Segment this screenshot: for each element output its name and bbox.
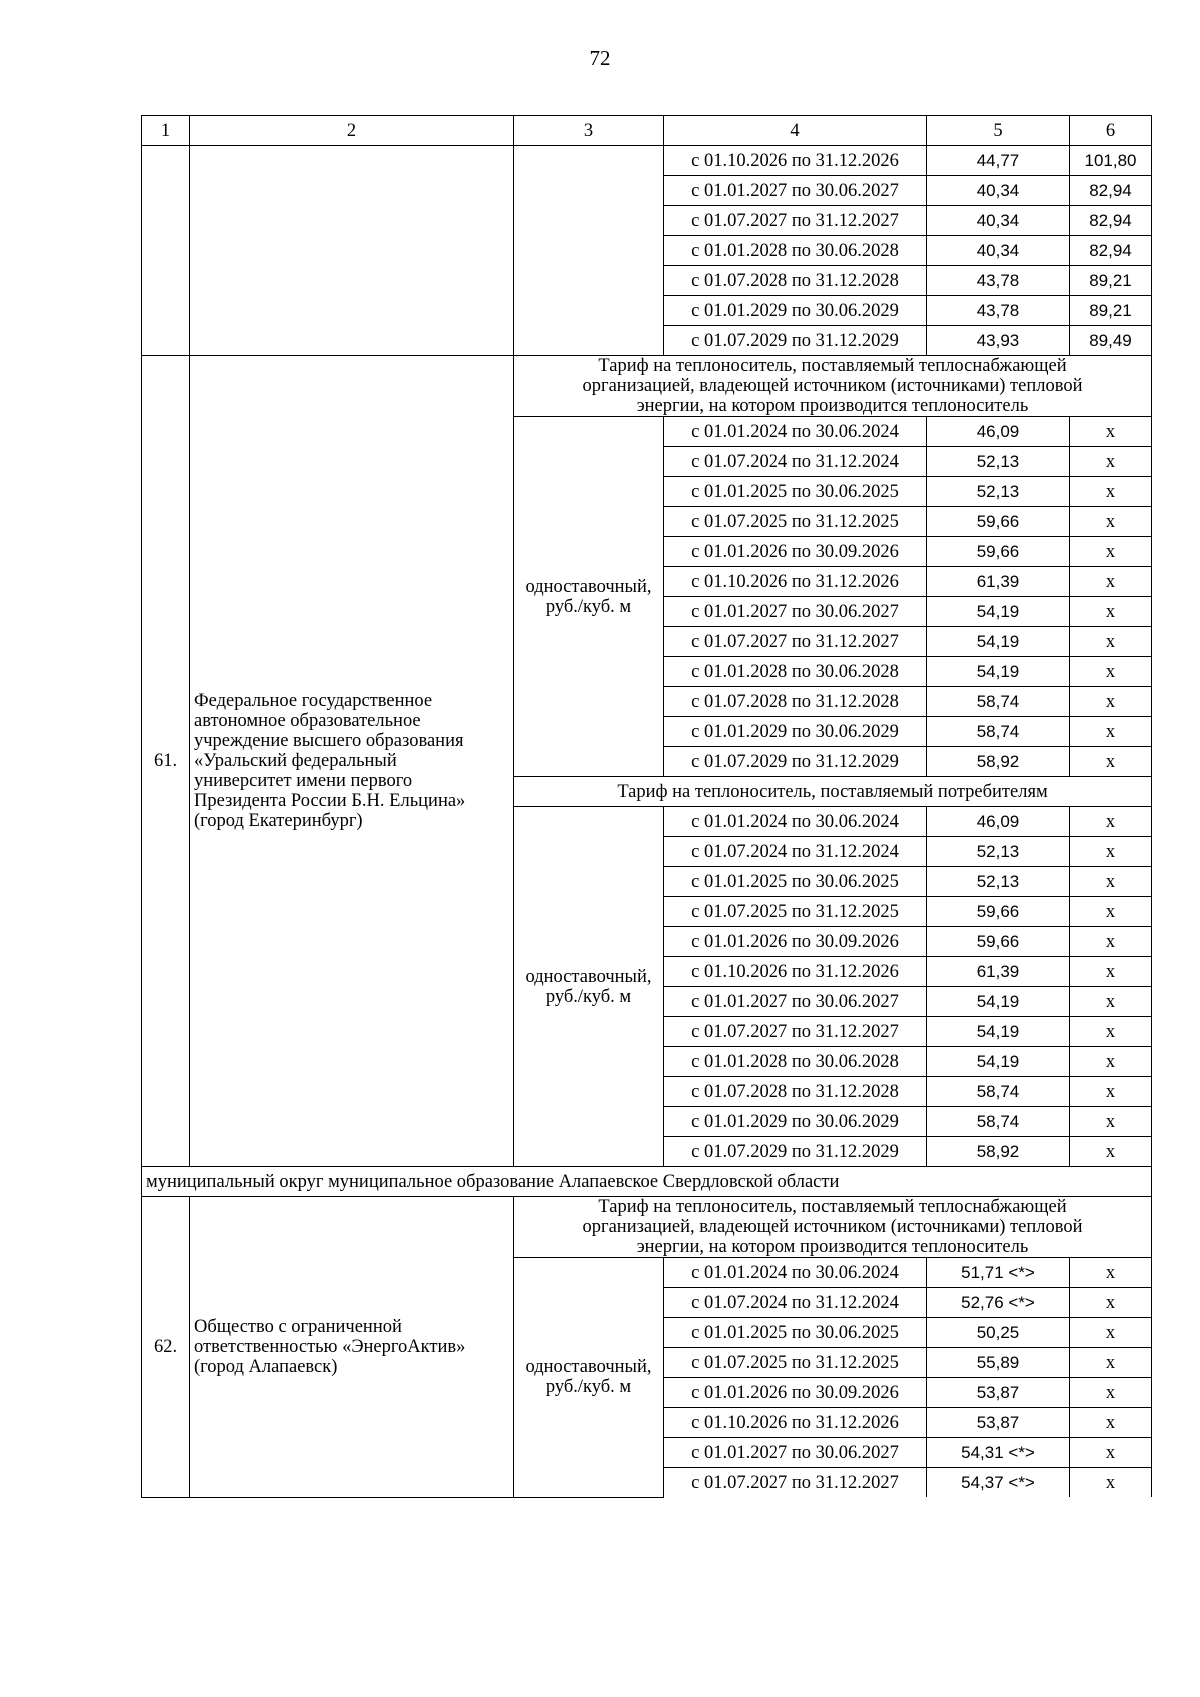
tariff-value2-cell: х [1070,507,1152,537]
section-header-row [142,1197,1152,1258]
organization-name-line: автономное образовательное [194,711,421,731]
tariff-value-cell: 50,25 [927,1318,1070,1348]
tariff-value2-cell: x [1070,1408,1152,1438]
period-cell: с 01.07.2027 по 31.12.2027 [664,1468,927,1498]
tariff-value-cell: 59,66 [927,897,1070,927]
unit-label-line: одноставочный, [525,1357,652,1378]
period-cell: с 01.07.2027 по 31.12.2027 [664,627,927,657]
tariff-value-cell: 52,13 [927,837,1070,867]
tariff-value2-cell: х [1070,1468,1152,1498]
unit-label-line: одноставочный, [525,576,652,597]
tariff-value-cell: 61,39 [927,957,1070,987]
tariff-value-cell: 59,66 [927,927,1070,957]
tariff-value2-cell: 82,94 [1070,236,1152,266]
tariff-value-cell: 58,92 [927,747,1070,777]
period-cell: с 01.01.2029 по 30.06.2029 [664,296,927,326]
period-cell: с 01.07.2024 по 31.12.2024 [664,837,927,867]
period-cell: с 01.07.2029 по 31.12.2029 [664,1137,927,1167]
tariff-value2-cell: х [1070,927,1152,957]
period-cell: с 01.01.2025 по 30.06.2025 [664,1318,927,1348]
tariff-value-cell: 51,71 <*> [927,1258,1070,1288]
tariff-value-cell: 54,19 [927,987,1070,1017]
organization-name-line: Общество с ограниченной [194,1316,402,1337]
tariff-value2-cell: х [1070,1107,1152,1137]
tariff-value-cell: 58,74 [927,687,1070,717]
tariff-value2-cell: х [1070,1017,1152,1047]
period-cell: с 01.01.2029 по 30.06.2029 [664,1107,927,1137]
section-title-line: энергии, на котором производится теплоноситель [636,396,1029,416]
tariff-value2-cell: 89,21 [1070,266,1152,296]
organization-name-line: «Уральский федеральный [194,751,397,771]
tariff-value2-cell: х [1070,987,1152,1017]
tariff-value2-cell: 89,21 [1070,296,1152,326]
organization-name-line: Федеральное государственное [194,691,433,711]
tariff-value-cell: 40,34 [927,236,1070,266]
tariff-value-cell: 61,39 [927,567,1070,597]
entry-number: 62. [142,1197,190,1498]
tariff-value2-cell: х [1070,567,1152,597]
period-cell: с 01.10.2026 по 31.12.2026 [664,146,927,176]
unit-label-line: руб./куб. м [545,986,632,1007]
column-header: 1 [142,116,190,146]
tariff-value2-cell: х [1070,477,1152,507]
tariff-value-cell: 55,89 [927,1348,1070,1378]
period-cell: с 01.10.2026 по 31.12.2026 [664,957,927,987]
tariff-value2-cell: х [1070,627,1152,657]
tariff-value-cell: 43,93 [927,326,1070,356]
period-cell: с 01.07.2027 по 31.12.2027 [664,206,927,236]
table-row [142,146,1152,176]
tariff-value-cell: 52,13 [927,447,1070,477]
district-header: муниципальный округ муниципальное образование Алапаевское Свердловской области [142,1167,1152,1197]
tariff-value-cell: 54,37 <*> [927,1468,1070,1498]
section-title-line: Тариф на теплоноситель, поставляемый теплоснабжающей [598,356,1067,376]
organization-name-line: (город Алапаевск) [194,1356,338,1377]
period-cell: с 01.01.2026 по 30.09.2026 [664,537,927,567]
column-header-row [142,116,1152,146]
tariff-value-cell: 52,13 [927,867,1070,897]
tariff-value-cell: 58,92 [927,1137,1070,1167]
tariff-value2-cell: х [1070,1258,1152,1288]
unit-cell [514,146,664,356]
period-cell: с 01.10.2026 по 31.12.2026 [664,567,927,597]
period-cell: с 01.01.2026 по 30.09.2026 [664,1378,927,1408]
tariff-value2-cell: х [1070,687,1152,717]
section-title-line: организацией, владеющей источником (источниками) тепловой [582,376,1083,396]
section-title [514,1197,1152,1258]
tariff-value2-cell: 82,94 [1070,206,1152,236]
section-header-row [142,356,1152,417]
tariff-value-cell: 44,77 [927,146,1070,176]
tariff-value-cell: 54,19 [927,657,1070,687]
tariff-table [141,115,1152,1498]
organization-name [190,356,514,1167]
period-cell: с 01.07.2025 по 31.12.2025 [664,897,927,927]
tariff-value-cell: 58,74 [927,1107,1070,1137]
section-title: Тариф на теплоноситель, поставляемый потребителям [514,777,1152,807]
period-cell: с 01.07.2028 по 31.12.2028 [664,266,927,296]
tariff-value-cell: 40,34 [927,206,1070,236]
tariff-value-cell: 43,78 [927,296,1070,326]
section-title-line: организацией, владеющей источником (источниками) тепловой [582,1217,1083,1237]
unit-label-line: руб./куб. м [545,1377,632,1398]
period-cell: с 01.07.2025 по 31.12.2025 [664,507,927,537]
unit-label [514,417,664,777]
organization-name-line: (город Екатеринбург) [194,811,363,831]
tariff-value2-cell: х [1070,957,1152,987]
column-header: 6 [1070,116,1152,146]
organization-cell [190,146,514,356]
tariff-value2-cell: х [1070,1047,1152,1077]
unit-label-line: руб./куб. м [545,596,632,617]
tariff-value-cell: 52,13 [927,477,1070,507]
period-cell: с 01.10.2026 по 31.12.2026 [664,1408,927,1438]
section-title-line: энергии, на котором производится теплоноситель [636,1237,1029,1257]
tariff-value2-cell: 82,94 [1070,176,1152,206]
tariff-value-cell: 43,78 [927,266,1070,296]
tariff-value2-cell: х [1070,837,1152,867]
organization-name-line: ответственностью «ЭнергоАктив» [194,1336,466,1357]
column-header: 5 [927,116,1070,146]
district-header-row [142,1167,1152,1197]
period-cell: с 01.01.2028 по 30.06.2028 [664,236,927,266]
period-cell: с 01.01.2027 по 30.06.2027 [664,597,927,627]
unit-label [514,807,664,1167]
tariff-value-cell: 54,19 [927,1047,1070,1077]
period-cell: с 01.07.2029 по 31.12.2029 [664,326,927,356]
period-cell: с 01.01.2024 по 30.06.2024 [664,1258,927,1288]
tariff-value2-cell: х [1070,1318,1152,1348]
column-header: 2 [190,116,514,146]
tariff-value-cell: 40,34 [927,176,1070,206]
tariff-value2-cell: х [1070,747,1152,777]
organization-name-line: Президента России Б.Н. Ельцина» [194,791,466,811]
period-cell: с 01.01.2025 по 30.06.2025 [664,477,927,507]
tariff-value-cell: 46,09 [927,807,1070,837]
period-cell: с 01.07.2024 по 31.12.2024 [664,447,927,477]
period-cell: с 01.07.2028 по 31.12.2028 [664,1077,927,1107]
tariff-value-cell: 53,87 [927,1378,1070,1408]
unit-label-line: одноставочный, [525,966,652,987]
tariff-value-cell: 54,19 [927,627,1070,657]
period-cell: с 01.07.2028 по 31.12.2028 [664,687,927,717]
tariff-value2-cell: х [1070,807,1152,837]
section-title-line: Тариф на теплоноситель, поставляемый теплоснабжающей [598,1197,1067,1217]
tariff-value2-cell: х [1070,537,1152,567]
period-cell: с 01.01.2026 по 30.09.2026 [664,927,927,957]
unit-label [514,1258,664,1498]
tariff-value2-cell: 89,49 [1070,326,1152,356]
tariff-value2-cell: х [1070,447,1152,477]
column-header: 4 [664,116,927,146]
tariff-value-cell: 53,87 [927,1408,1070,1438]
period-cell: с 01.07.2024 по 31.12.2024 [664,1288,927,1318]
period-cell: с 01.01.2027 по 30.06.2027 [664,176,927,206]
period-cell: с 01.07.2027 по 31.12.2027 [664,1017,927,1047]
period-cell: с 01.07.2029 по 31.12.2029 [664,747,927,777]
organization-name-line: университет имени первого [194,771,413,791]
organization-name-line: учреждение высшего образования [194,731,464,751]
period-cell: с 01.01.2027 по 30.06.2027 [664,987,927,1017]
column-header: 3 [514,116,664,146]
tariff-value2-cell: х [1070,1288,1152,1318]
entry-number: 61. [142,356,190,1167]
tariff-value2-cell: 101,80 [1070,146,1152,176]
tariff-value2-cell: х [1070,1348,1152,1378]
tariff-value2-cell: х [1070,1137,1152,1167]
period-cell: с 01.01.2027 по 30.06.2027 [664,1438,927,1468]
period-cell: с 01.01.2029 по 30.06.2029 [664,717,927,747]
tariff-value-cell: 54,19 [927,1017,1070,1047]
tariff-value-cell: 59,66 [927,537,1070,567]
tariff-value-cell: 54,31 <*> [927,1438,1070,1468]
tariff-value2-cell: х [1070,657,1152,687]
period-cell: с 01.01.2028 по 30.06.2028 [664,657,927,687]
tariff-value-cell: 58,74 [927,717,1070,747]
period-cell: с 01.01.2024 по 30.06.2024 [664,417,927,447]
tariff-value2-cell: х [1070,717,1152,747]
tariff-value2-cell: х [1070,1077,1152,1107]
tariff-value-cell: 58,74 [927,1077,1070,1107]
tariff-value2-cell: х [1070,1438,1152,1468]
period-cell: с 01.01.2025 по 30.06.2025 [664,867,927,897]
tariff-value2-cell: х [1070,417,1152,447]
period-cell: с 01.07.2025 по 31.12.2025 [664,1348,927,1378]
tariff-value-cell: 54,19 [927,597,1070,627]
tariff-value2-cell: х [1070,597,1152,627]
organization-name [190,1197,514,1498]
section-title [514,356,1152,417]
tariff-value2-cell: х [1070,897,1152,927]
tariff-value2-cell: х [1070,867,1152,897]
tariff-value-cell: 46,09 [927,417,1070,447]
period-cell: с 01.01.2028 по 30.06.2028 [664,1047,927,1077]
tariff-value-cell: 59,66 [927,507,1070,537]
number-cell [142,146,190,356]
page-number: 72 [589,46,611,70]
tariff-value2-cell: x [1070,1378,1152,1408]
period-cell: с 01.01.2024 по 30.06.2024 [664,807,927,837]
tariff-value-cell: 52,76 <*> [927,1288,1070,1318]
